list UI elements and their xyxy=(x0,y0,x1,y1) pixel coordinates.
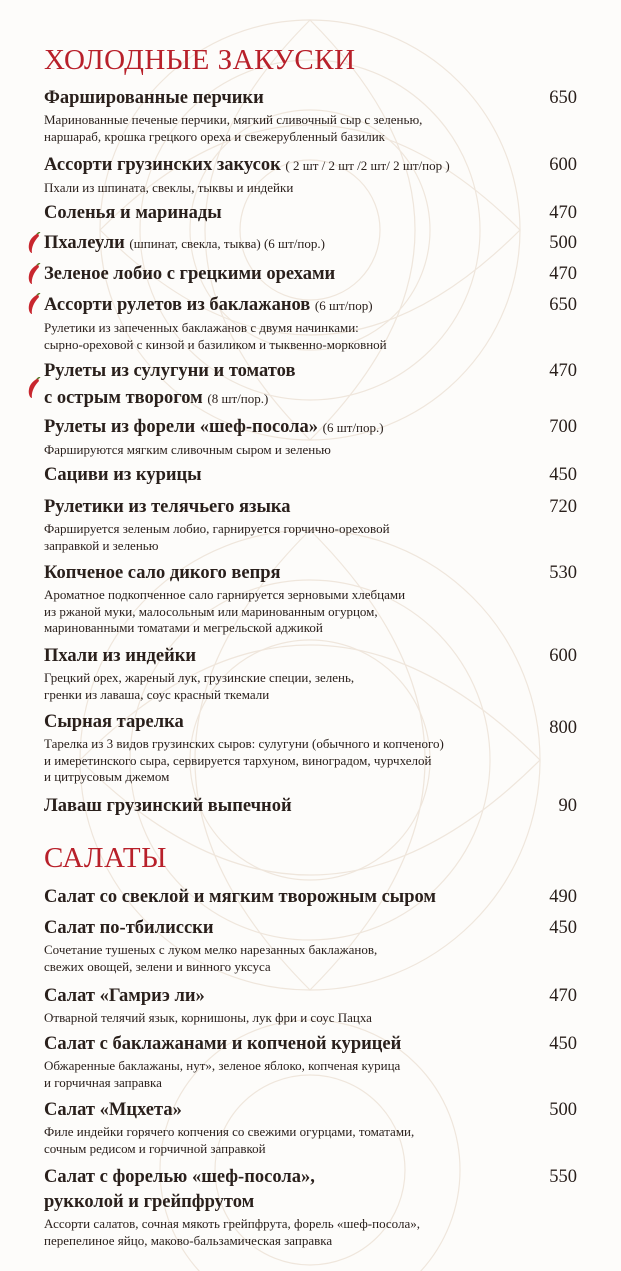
item-note: (8 шт/пор.) xyxy=(207,391,269,406)
list-item xyxy=(44,86,584,145)
item-name: Фаршированные перчики xyxy=(44,88,264,108)
item-description: Обжаренные баклажаны, нут», зеленое яблоко, копченая курица и горчичная заправка xyxy=(44,1058,401,1090)
item-price: 550 xyxy=(549,1167,577,1187)
chili-pepper-icon xyxy=(26,293,42,315)
list-item xyxy=(44,201,584,225)
item-price: 90 xyxy=(558,796,577,816)
item-name-line2: с острым творогом xyxy=(44,388,203,408)
item-description: Ароматное подкопченное сало гарнируется зерновыми хлебцами из ржаной муки, малосольным или маринованным огурцом, маринованными томатами и мегрельской аджикой xyxy=(44,587,406,635)
item-price: 470 xyxy=(549,986,577,1006)
list-item xyxy=(44,495,584,554)
item-price: 500 xyxy=(549,233,577,253)
item-name: Рулеты из сулугуни и томатов xyxy=(44,361,296,381)
item-price: 500 xyxy=(549,1100,577,1120)
list-item xyxy=(44,293,584,353)
item-price: 700 xyxy=(549,417,577,437)
item-name: Салат со свеклой и мягким творожным сыром xyxy=(44,887,437,907)
list-item xyxy=(44,1032,584,1091)
item-price: 470 xyxy=(549,361,577,381)
chili-pepper-icon xyxy=(26,232,42,254)
item-name: Пхалеули xyxy=(44,233,125,253)
list-item xyxy=(44,1165,584,1249)
item-name: Ассорти рулетов из баклажанов xyxy=(44,295,311,315)
item-note: (6 шт/пор.) xyxy=(322,420,384,435)
item-price: 470 xyxy=(549,264,577,284)
list-item xyxy=(44,710,584,786)
item-description: Грецкий орех, жареный лук, грузинские специи, зелень, гренки из лаваша, соус красный ткемали xyxy=(44,670,355,702)
item-description: Филе индейки горячего копчения со свежими огурцами, томатами, сочным редисом и горчичной заправкой xyxy=(44,1124,415,1156)
item-name: Салат с баклажанами и копченой курицей xyxy=(44,1034,402,1054)
item-price: 800 xyxy=(549,718,577,738)
item-price: 600 xyxy=(549,646,577,666)
item-price: 450 xyxy=(549,465,577,485)
item-price: 490 xyxy=(549,887,577,907)
list-item xyxy=(44,231,584,256)
item-price: 650 xyxy=(549,88,577,108)
item-name: Сациви из курицы xyxy=(44,465,202,485)
list-item xyxy=(44,644,584,703)
list-item xyxy=(44,359,584,411)
item-name: Пхали из индейки xyxy=(44,646,197,666)
list-item xyxy=(44,916,584,975)
item-note: ( 2 шт / 2 шт /2 шт/ 2 шт/пор ) xyxy=(285,158,450,173)
item-name: Салат «Мцхета» xyxy=(44,1100,182,1120)
list-item xyxy=(44,262,584,286)
item-name: Салат «Гамриэ ли» xyxy=(44,986,205,1006)
section-title: САЛАТЫ xyxy=(44,842,167,874)
list-item xyxy=(44,415,584,459)
item-note: (шпинат, свекла, тыква) (6 шт/пор.) xyxy=(129,236,325,251)
item-name-line2: рукколой и грейпфрутом xyxy=(44,1192,255,1212)
item-name: Соленья и маринады xyxy=(44,203,222,223)
item-price: 450 xyxy=(549,918,577,938)
item-description: Сочетание тушеных с луком мелко нарезанных баклажанов, свежих овощей, зелени и винного уксуса xyxy=(44,942,378,974)
item-description: Фаршируются мягким сливочным сыром и зеленью xyxy=(44,442,331,457)
item-price: 450 xyxy=(549,1034,577,1054)
list-item xyxy=(44,153,584,197)
item-name: Рулеты из форели «шеф-посола» xyxy=(44,417,319,437)
item-price: 470 xyxy=(549,203,577,223)
list-item xyxy=(44,984,584,1027)
item-description: Отварной телячий язык, корнишоны, лук фри и соус Пацха xyxy=(44,1010,372,1025)
section-title: ХОЛОДНЫЕ ЗАКУСКИ xyxy=(44,44,356,76)
item-price: 530 xyxy=(549,563,577,583)
item-description: Маринованные печеные перчики, мягкий сливочный сыр с зеленью, наршараб, крошка грецкого ореха и свежерубленный базилик xyxy=(44,112,423,144)
item-description: Пхали из шпината, свеклы, тыквы и индейки xyxy=(44,180,294,195)
item-price: 650 xyxy=(549,295,577,315)
item-name: Копченое сало дикого вепря xyxy=(44,563,281,583)
item-name: Зеленое лобио с грецкими орехами xyxy=(44,264,336,284)
list-item xyxy=(44,463,584,487)
item-name: Ассорти грузинских закусок xyxy=(44,155,281,175)
item-note: (6 шт/пор) xyxy=(314,298,373,313)
list-item xyxy=(44,794,584,818)
item-price: 600 xyxy=(549,155,577,175)
item-name: Рулетики из телячьего языка xyxy=(44,497,291,517)
item-description: Тарелка из 3 видов грузинских сыров: сулугуни (обычного и копченого) и имеретинского сыра, сервируется тархуном, виноградом, чурчхелой и цитрусовым джемом xyxy=(44,736,444,784)
item-description: Ассорти салатов, сочная мякоть грейпфрута, форель «шеф-посола», перепелиное яйцо, маково-бальзамическая заправка xyxy=(44,1216,420,1248)
item-name: Лаваш грузинский выпечной xyxy=(44,796,292,816)
item-price: 720 xyxy=(549,497,577,517)
list-item xyxy=(44,1098,584,1157)
item-name: Салат с форелью «шеф-посола», xyxy=(44,1167,315,1187)
item-description: Рулетики из запеченных баклажанов с двумя начинками: сырно-ореховой с кинзой и базиликом и тыквенно-морковной xyxy=(44,320,387,352)
list-item xyxy=(44,561,584,637)
item-description: Фаршируется зеленым лобио, гарнируется горчично-ореховой заправкой и зеленью xyxy=(44,521,390,553)
chili-pepper-icon xyxy=(26,377,42,399)
chili-pepper-icon xyxy=(26,263,42,285)
item-name: Салат по-тбилисски xyxy=(44,918,214,938)
item-name: Сырная тарелка xyxy=(44,712,184,732)
list-item xyxy=(44,885,584,909)
